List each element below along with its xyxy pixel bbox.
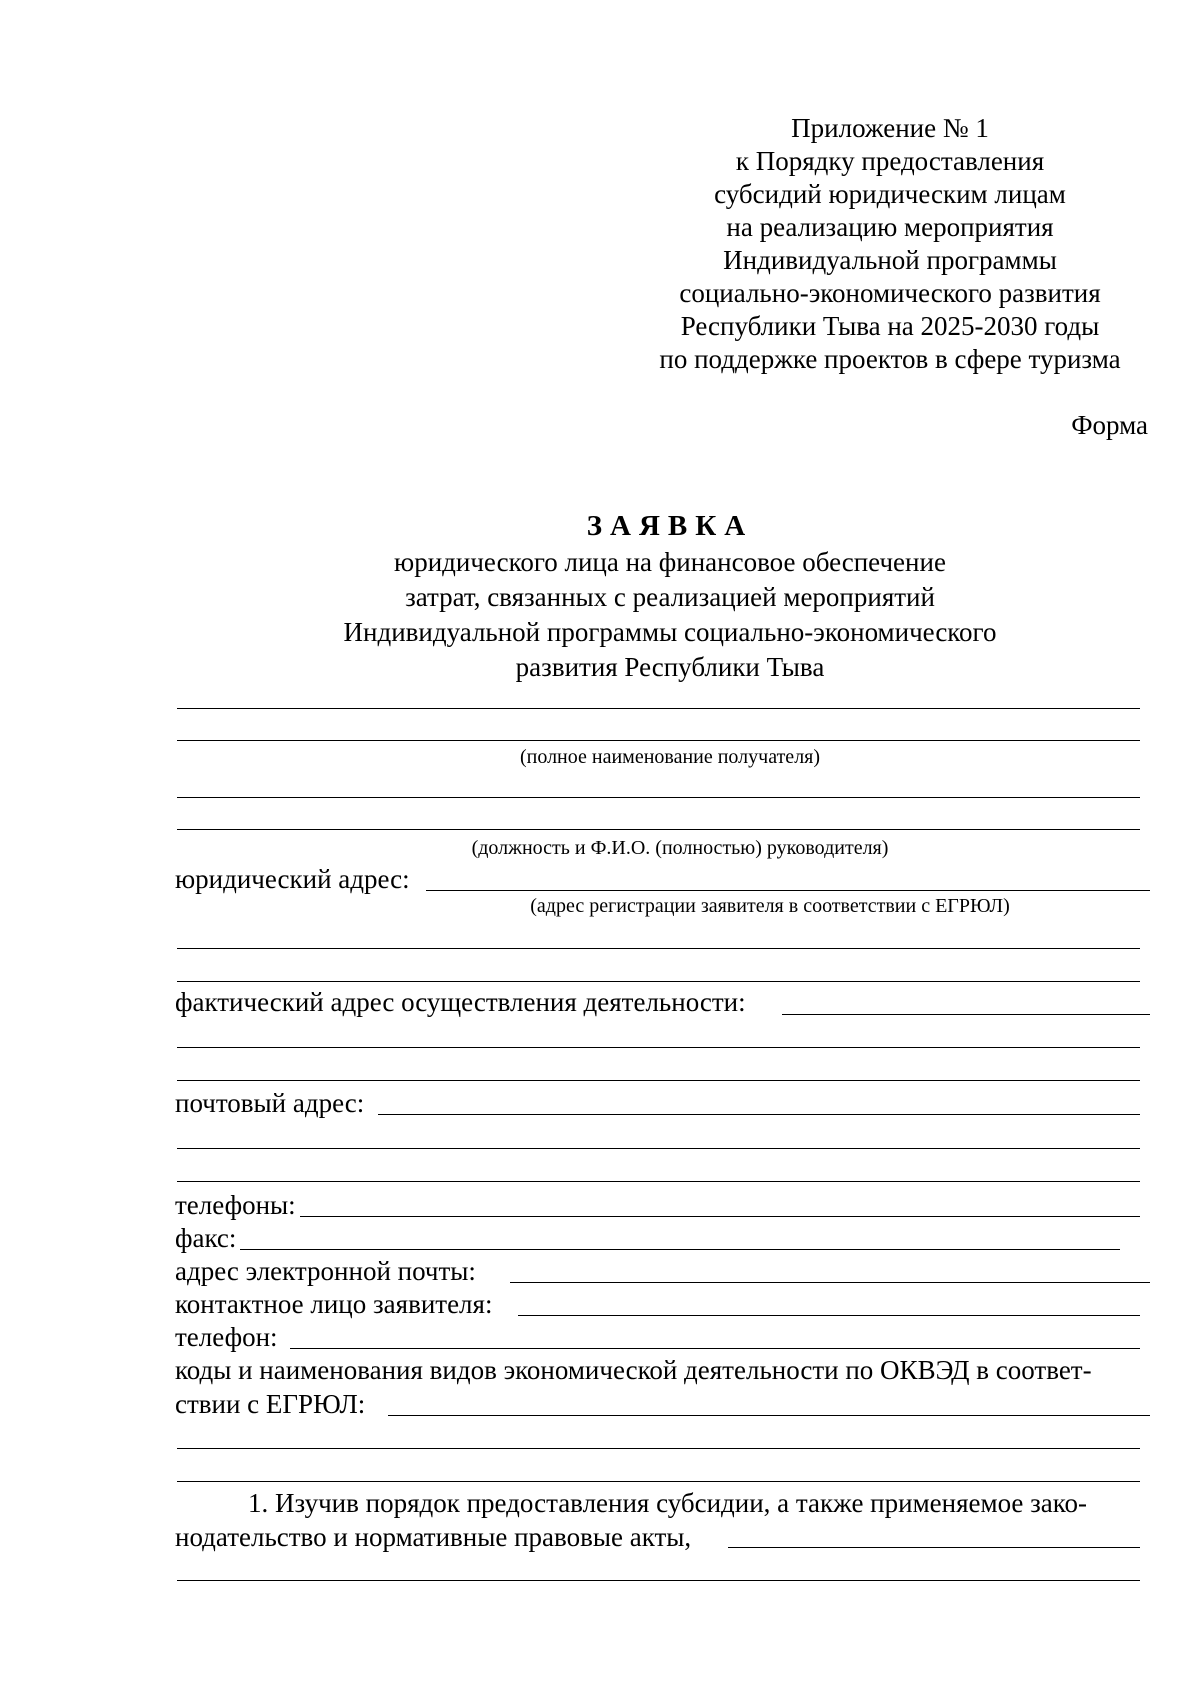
fax-line[interactable] — [240, 1249, 1120, 1250]
okved-label: коды и наименования видов экономической деятельности по ОКВЭД в соответ- — [175, 1355, 1092, 1385]
appendix-block — [640, 112, 1140, 376]
contact-person-line[interactable] — [518, 1315, 1140, 1316]
appendix-line: по поддержке проектов в сфере туризма — [659, 344, 1121, 374]
subtitle-line: Индивидуальной программы социально-экономического — [343, 617, 997, 647]
phones-line[interactable] — [300, 1216, 1140, 1217]
legal-address-line[interactable] — [177, 948, 1140, 949]
actual-address-line[interactable] — [177, 1080, 1140, 1081]
okved-line[interactable] — [177, 1448, 1140, 1449]
appendix-line: на реализацию мероприятия — [726, 212, 1054, 242]
postal-address-label: почтовый адрес: — [175, 1088, 365, 1118]
head-caption: (должность и Ф.И.О. (полностью) руководителя) — [471, 837, 889, 859]
okved-label-continued: ствии с ЕГРЮЛ: — [175, 1389, 366, 1419]
paragraph-1-blank-line[interactable] — [728, 1547, 1140, 1548]
contact-person-label: контактное лицо заявителя: — [175, 1289, 493, 1319]
actual-address-label: фактический адрес осуществления деятельности: — [175, 987, 746, 1017]
head-name-line[interactable] — [177, 797, 1140, 798]
paragraph-1-blank-line[interactable] — [177, 1580, 1140, 1581]
legal-address-line[interactable] — [177, 981, 1140, 982]
appendix-line: социально-экономического развития — [679, 278, 1101, 308]
subtitle-line: развития Республики Тыва — [515, 652, 825, 682]
form-label: Форма — [1071, 410, 1148, 440]
paragraph-1-line: нодательство и нормативные правовые акты, — [175, 1522, 692, 1552]
email-line[interactable] — [510, 1282, 1150, 1283]
legal-address-line[interactable] — [426, 890, 1150, 891]
recipient-name-line[interactable] — [177, 708, 1140, 709]
appendix-line: Республики Тыва на 2025-2030 годы — [680, 311, 1100, 341]
postal-address-line[interactable] — [177, 1181, 1140, 1182]
document-title: ЗАЯВКА — [586, 510, 754, 542]
okved-line[interactable] — [177, 1481, 1140, 1482]
phone-label: телефон: — [175, 1322, 278, 1352]
actual-address-line[interactable] — [782, 1014, 1150, 1015]
appendix-line: Приложение № 1 — [791, 113, 989, 143]
appendix-line: субсидий юридическим лицам — [714, 179, 1066, 209]
recipient-name-line[interactable] — [177, 740, 1140, 741]
phone-line[interactable] — [290, 1348, 1140, 1349]
postal-address-line[interactable] — [177, 1148, 1140, 1149]
document-subtitle — [200, 545, 1140, 685]
registration-caption: (адрес регистрации заявителя в соответствии с ЕГРЮЛ) — [530, 895, 1010, 917]
legal-address-label: юридический адрес: — [175, 864, 410, 894]
appendix-line: Индивидуальной программы — [723, 245, 1057, 275]
email-label: адрес электронной почты: — [175, 1256, 476, 1286]
fax-label: факс: — [175, 1223, 237, 1253]
actual-address-line[interactable] — [177, 1047, 1140, 1048]
subtitle-line: юридического лица на финансовое обеспечение — [394, 547, 946, 577]
subtitle-line: затрат, связанных с реализацией мероприятий — [405, 582, 935, 612]
paragraph-1-line: 1. Изучив порядок предоставления субсидии, а также применяемое зако- — [248, 1488, 1088, 1518]
phones-label: телефоны: — [175, 1190, 296, 1220]
okved-line[interactable] — [388, 1415, 1150, 1416]
postal-address-line[interactable] — [378, 1114, 1140, 1115]
appendix-line: к Порядку предоставления — [735, 146, 1045, 176]
recipient-caption: (полное наименование получателя) — [519, 746, 821, 768]
head-name-line[interactable] — [177, 829, 1140, 830]
